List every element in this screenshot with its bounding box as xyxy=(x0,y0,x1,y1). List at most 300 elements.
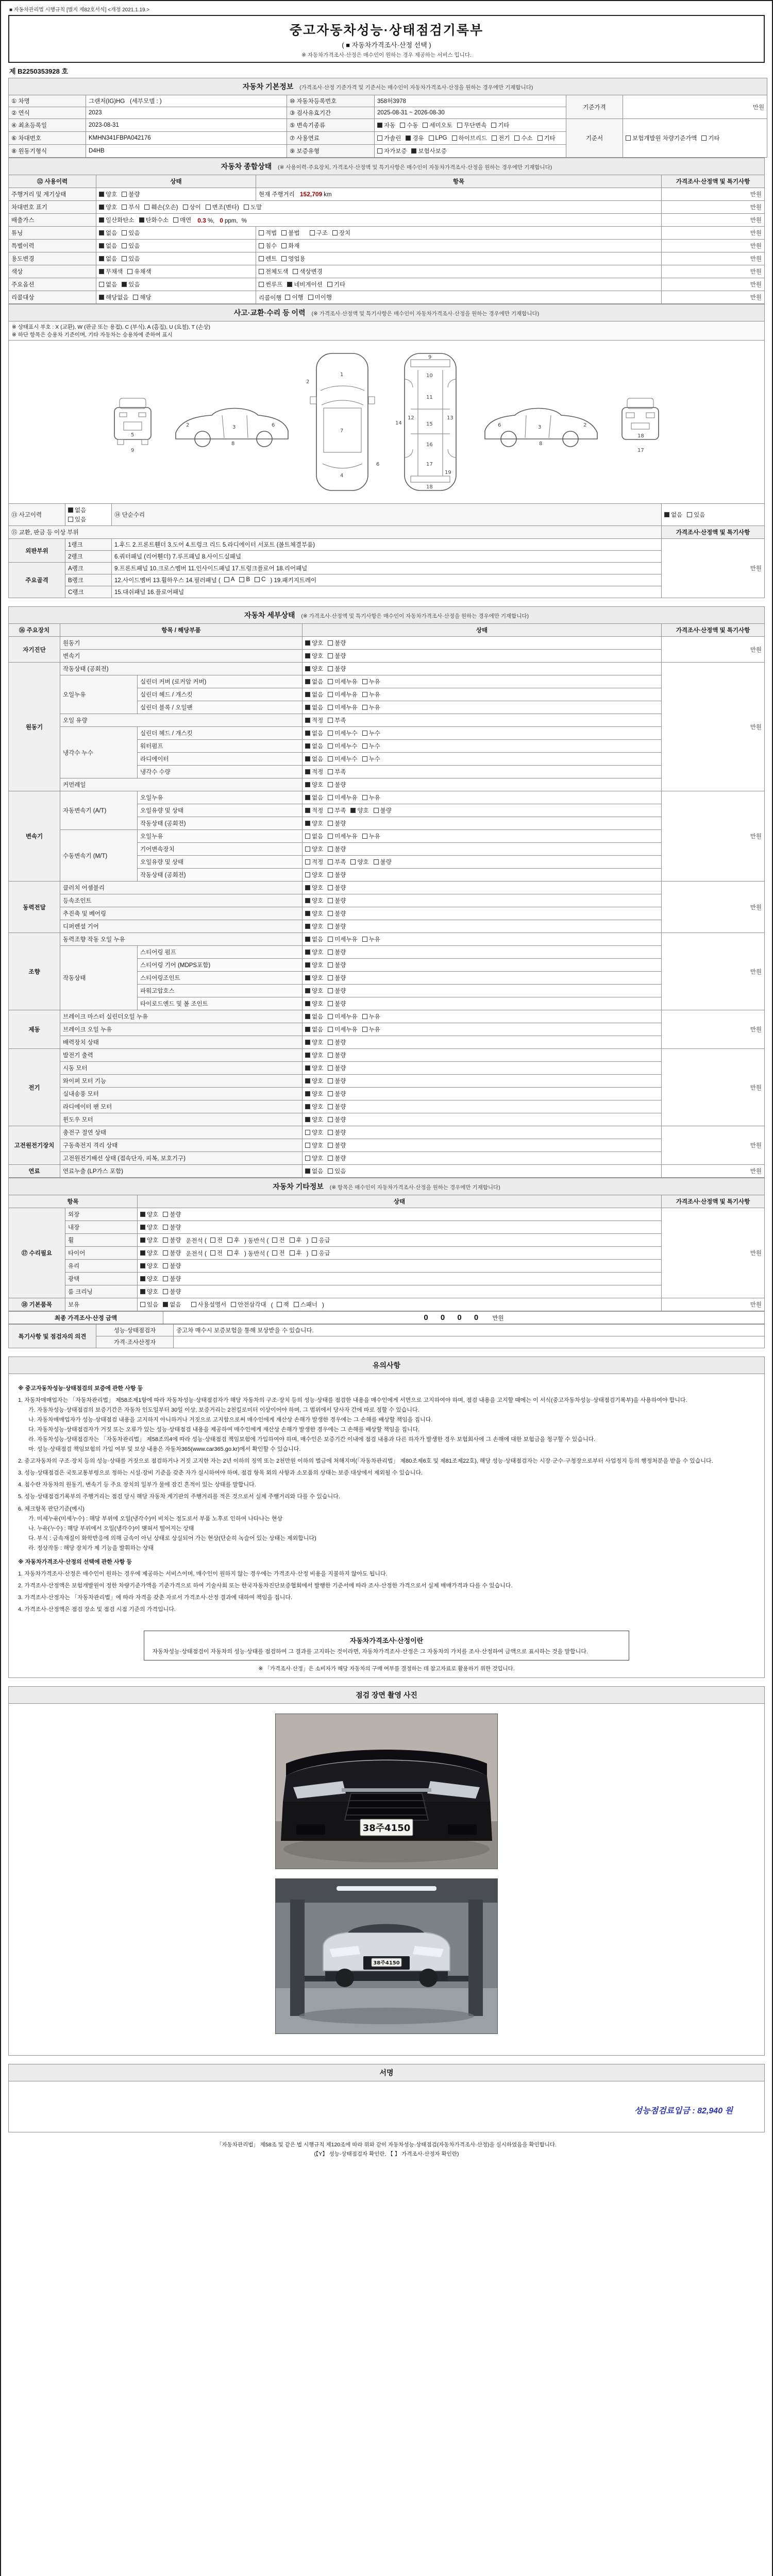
checkbox[interactable] xyxy=(362,935,380,943)
checkbox-label: 불량 xyxy=(334,1078,346,1084)
checkbox-checked[interactable] xyxy=(140,1236,158,1244)
checkbox-box-icon xyxy=(400,123,405,128)
checkbox[interactable] xyxy=(328,858,346,866)
checkbox[interactable] xyxy=(305,1128,323,1137)
checkbox[interactable] xyxy=(259,229,277,237)
transmission-label: ⑤ 변속기종류 xyxy=(287,119,375,132)
checkbox[interactable] xyxy=(259,280,282,289)
price-cell: 만원 xyxy=(661,539,764,598)
checkbox[interactable] xyxy=(362,1025,380,1033)
checkbox-label: 누유 xyxy=(368,692,380,698)
checkbox-checked[interactable] xyxy=(305,1038,323,1046)
checkbox-checked[interactable] xyxy=(305,729,323,737)
checkbox[interactable] xyxy=(328,896,346,905)
checkbox-checked[interactable] xyxy=(99,190,117,198)
checkbox[interactable] xyxy=(224,577,235,583)
section-title-detail: 자동차 세부상태 (※ 가격조사·산정액 및 특기사항은 매수인이 자동차가격조사·산정을 원하는 경우에만 기재합니다) xyxy=(9,607,765,624)
checkbox-checked[interactable] xyxy=(305,793,323,802)
table-row xyxy=(9,920,765,933)
checkbox-box-icon xyxy=(305,834,310,839)
checkbox-checked[interactable] xyxy=(140,1275,158,1283)
checkbox[interactable] xyxy=(328,1128,346,1137)
checkbox-box-icon xyxy=(312,1250,317,1256)
checkbox-checked[interactable] xyxy=(305,677,323,686)
checkbox[interactable] xyxy=(362,793,380,802)
label-cell: 워터펌프 xyxy=(138,740,303,753)
checkbox[interactable] xyxy=(328,974,346,982)
checkbox[interactable] xyxy=(328,742,357,750)
checkbox-checked[interactable] xyxy=(305,1115,323,1124)
checkbox[interactable] xyxy=(127,267,151,276)
checkbox-checked[interactable] xyxy=(305,781,323,789)
checkbox-box-icon xyxy=(328,911,333,916)
checkbox[interactable] xyxy=(210,1249,223,1257)
checkbox-box-icon xyxy=(429,135,434,141)
inline-text: ( xyxy=(271,1302,273,1309)
svg-text:9: 9 xyxy=(428,354,432,360)
checkbox-box-icon xyxy=(626,135,631,141)
checkbox-box-icon xyxy=(327,282,332,287)
checkbox-label: 장치 xyxy=(339,230,351,236)
checkbox[interactable] xyxy=(491,121,509,129)
checkbox-label: 누수 xyxy=(368,743,380,750)
checkbox-label: 양호 xyxy=(312,950,324,956)
checkbox-checked[interactable] xyxy=(305,806,323,815)
table-row xyxy=(9,278,765,291)
checkbox[interactable] xyxy=(163,1249,181,1257)
checkbox-label: 양호 xyxy=(312,666,324,672)
checkbox[interactable] xyxy=(457,121,486,129)
checkbox[interactable] xyxy=(332,229,350,237)
checkbox-checked[interactable] xyxy=(350,806,368,815)
checkbox-checked[interactable] xyxy=(140,1210,158,1218)
checkbox[interactable] xyxy=(687,511,705,519)
inline-text xyxy=(186,1302,187,1309)
checkbox-checked[interactable] xyxy=(68,506,86,514)
checkbox[interactable] xyxy=(305,871,323,879)
checkbox[interactable] xyxy=(492,134,510,142)
checkbox[interactable] xyxy=(133,293,151,301)
checkbox-box-icon xyxy=(183,205,188,210)
checkbox-label: 기타 xyxy=(708,135,720,142)
price-cell: 만원 xyxy=(661,227,764,240)
checkbox-box-icon xyxy=(305,1130,310,1135)
inline-text: 운전석 ( xyxy=(186,1238,207,1244)
checkbox-checked[interactable] xyxy=(140,1223,158,1231)
checkbox-checked[interactable] xyxy=(99,267,123,276)
checkbox[interactable] xyxy=(308,293,332,301)
checkbox[interactable] xyxy=(163,1210,181,1218)
checkbox[interactable] xyxy=(312,1236,330,1244)
checkbox[interactable] xyxy=(305,1141,323,1149)
checkbox[interactable] xyxy=(328,935,357,943)
checkbox[interactable] xyxy=(328,1115,346,1124)
inline-text: 현재 주행거리 xyxy=(259,192,295,198)
checkbox[interactable] xyxy=(259,255,277,263)
notes-paragraph: 마. 성능·상태점검 책임보험의 가입 여부 및 보상 내용은 자동차365(www.car365.go.kr)에서 확인할 수 있습니다. xyxy=(28,1446,301,1453)
checkbox[interactable] xyxy=(163,1262,181,1270)
label-cell: 파워고압호스 xyxy=(138,985,303,997)
checkbox-label: 기타 xyxy=(498,123,510,129)
checkbox[interactable] xyxy=(328,1064,346,1072)
checkbox[interactable] xyxy=(350,858,368,866)
checkbox[interactable] xyxy=(328,909,346,918)
checkbox-box-icon xyxy=(122,282,127,287)
checkbox-checked[interactable] xyxy=(664,511,682,519)
price-cell: 만원 xyxy=(662,882,765,933)
checkbox[interactable] xyxy=(537,134,556,142)
checkbox-checked[interactable] xyxy=(411,147,447,155)
checkbox[interactable] xyxy=(290,1236,302,1244)
checkbox[interactable] xyxy=(328,652,346,660)
checkbox[interactable] xyxy=(255,577,265,583)
checkbox-checked[interactable] xyxy=(305,999,323,1008)
checkbox-box-icon xyxy=(328,1014,333,1019)
checkbox[interactable] xyxy=(272,1249,284,1257)
checkbox[interactable] xyxy=(310,229,328,237)
checkbox[interactable] xyxy=(328,922,346,930)
price-option-label[interactable]: ( ■ 자동차가격조사·산정 선택 ) xyxy=(342,41,431,49)
checkbox[interactable] xyxy=(163,1236,181,1244)
checkbox-checked[interactable] xyxy=(305,755,323,763)
checkbox-checked[interactable] xyxy=(99,255,117,263)
checkbox[interactable] xyxy=(328,987,346,995)
checkbox-checked[interactable] xyxy=(305,896,323,905)
table-row xyxy=(9,240,765,252)
checkbox[interactable] xyxy=(122,229,140,237)
block-photos xyxy=(8,1686,765,2056)
checkbox-box-icon xyxy=(305,1091,310,1096)
checkbox[interactable] xyxy=(328,819,346,827)
checkbox-checked[interactable] xyxy=(140,1249,158,1257)
checkbox-checked[interactable] xyxy=(305,935,323,943)
checkbox-checked[interactable] xyxy=(287,280,323,289)
checkbox-checked[interactable] xyxy=(305,1064,323,1072)
checkbox-checked[interactable] xyxy=(305,690,323,699)
checkbox-checked[interactable] xyxy=(305,742,323,750)
table-row xyxy=(9,1088,765,1100)
checkbox[interactable] xyxy=(328,1051,346,1059)
state-cell xyxy=(303,688,662,701)
checkbox[interactable] xyxy=(285,293,303,301)
notes-paragraph: 1. 자동차가격조사·산정은 매수인이 원하는 경우에 제공하는 서비스이며, 매수인이 원하지 않는 경우에는 가격조사·산정 비용을 지불하지 않아도 됩니다. xyxy=(18,1570,388,1577)
checkbox-checked[interactable] xyxy=(406,134,424,142)
checkbox-label: 썬루프 xyxy=(265,282,283,288)
notes-paragraph: 라. 정상작동 : 해당 장치가 제 기능을 발휘하는 상태 xyxy=(28,1545,154,1551)
checkbox-label: 유채색 xyxy=(134,269,152,275)
checkbox-checked[interactable] xyxy=(305,1103,323,1111)
label-cell: 차대번호 표기 xyxy=(9,201,96,214)
signature-area[interactable] xyxy=(11,2083,762,2130)
checkbox[interactable] xyxy=(122,242,140,250)
checkbox-label: 후 xyxy=(233,1238,240,1244)
legal-footer-line2: (【Y】 성능·상태점검자 확인란, 【 】 가격조사·산정자 확인란) xyxy=(314,2151,459,2158)
checkbox[interactable] xyxy=(140,1300,158,1309)
checkbox-label: 이행 xyxy=(292,295,304,301)
checkbox[interactable] xyxy=(144,203,178,211)
checkbox-checked[interactable] xyxy=(305,884,323,892)
checkbox[interactable] xyxy=(328,1103,346,1111)
checkbox[interactable] xyxy=(272,1236,284,1244)
checkbox[interactable] xyxy=(281,255,305,263)
pricing-info-title: 자동차가격조사·산정이란 xyxy=(349,1636,424,1645)
checkbox-label: 양호 xyxy=(312,1156,324,1162)
checkbox[interactable] xyxy=(328,703,357,711)
checkbox[interactable] xyxy=(328,639,346,647)
checkbox[interactable] xyxy=(328,1038,346,1046)
checkbox-box-icon xyxy=(305,846,310,852)
checkbox-box-icon xyxy=(305,898,310,903)
checkbox-checked[interactable] xyxy=(99,216,135,224)
checkbox[interactable] xyxy=(362,742,380,750)
checkbox-label: 있음 xyxy=(694,512,705,518)
checkbox-box-icon xyxy=(328,1027,333,1032)
checkbox-checked[interactable] xyxy=(305,665,323,673)
checkbox-label: 불량 xyxy=(334,1104,346,1110)
checkbox-checked[interactable] xyxy=(305,1051,323,1059)
col-other-state: 상태 xyxy=(138,1195,662,1208)
checkbox[interactable] xyxy=(294,1300,317,1309)
inline-text: ) xyxy=(306,1238,309,1244)
checkbox[interactable] xyxy=(328,1012,357,1021)
checkbox[interactable] xyxy=(328,755,357,763)
checkbox-box-icon xyxy=(99,217,104,223)
checkbox[interactable] xyxy=(210,1236,223,1244)
table-row xyxy=(9,252,765,265)
checkbox[interactable] xyxy=(362,832,380,840)
checkbox-box-icon xyxy=(163,1225,168,1230)
section-title-comprehensive: 자동차 종합상태 (※ 사용이력·주요장치, 가격조사·산정액 및 특기사항은 매수인이 자동차가격조사·산정을 원하는 경우에만 기재합니다) xyxy=(9,158,765,175)
checkbox[interactable] xyxy=(239,577,250,583)
checkbox[interactable] xyxy=(231,1300,266,1309)
checkbox-checked[interactable] xyxy=(305,961,323,969)
checkbox-checked[interactable] xyxy=(305,909,323,918)
vin-value: KMHN341FBPA042176 xyxy=(86,132,287,145)
checkbox-checked[interactable] xyxy=(140,1262,158,1270)
checkbox[interactable] xyxy=(328,1141,346,1149)
checkbox-label: 없음 xyxy=(170,1302,181,1308)
checkbox[interactable] xyxy=(305,858,323,866)
checkbox[interactable] xyxy=(328,716,346,724)
checkbox[interactable] xyxy=(293,267,322,276)
checkbox[interactable] xyxy=(377,147,407,155)
checkbox[interactable] xyxy=(452,134,488,142)
checkbox[interactable] xyxy=(122,255,140,263)
checkbox[interactable] xyxy=(328,729,357,737)
price-option-line xyxy=(14,40,759,49)
checkbox[interactable] xyxy=(328,793,357,802)
checkbox[interactable] xyxy=(99,280,117,289)
checkbox[interactable] xyxy=(362,677,380,686)
checkbox-label: 없음 xyxy=(312,756,324,762)
checkbox[interactable] xyxy=(191,1300,227,1309)
label-cell: 오일누유 xyxy=(138,791,303,804)
checkbox-label: 부식 xyxy=(128,205,140,211)
checkbox-label: 불법 xyxy=(288,230,300,236)
checkbox[interactable] xyxy=(305,1154,323,1162)
checkbox[interactable] xyxy=(328,1025,357,1033)
checkbox[interactable] xyxy=(374,806,392,815)
checkbox-checked[interactable] xyxy=(377,121,395,129)
col-other-price: 가격조사·산정액 및 특기사항 xyxy=(661,1195,764,1208)
checkbox[interactable] xyxy=(328,768,346,776)
checkbox[interactable] xyxy=(328,781,346,789)
checkbox[interactable] xyxy=(423,121,452,129)
checkbox[interactable] xyxy=(328,845,346,853)
checkbox[interactable] xyxy=(377,134,401,142)
label-cell: 1.후드 2.프론트휀더 3.도어 4.트렁크 리드 5.라디에이터 서포트 (볼트체결부품) xyxy=(112,539,662,551)
checkbox-checked[interactable] xyxy=(305,1167,323,1175)
checkbox[interactable] xyxy=(173,216,191,224)
checkbox[interactable] xyxy=(281,229,299,237)
checkbox-label: 없음 xyxy=(312,731,324,737)
checkbox-box-icon xyxy=(328,1001,333,1006)
checkbox-checked[interactable] xyxy=(305,1012,323,1021)
checkbox[interactable] xyxy=(163,1223,181,1231)
checkbox[interactable] xyxy=(312,1249,330,1257)
checkbox-label: 양호 xyxy=(147,1276,159,1282)
checkbox[interactable] xyxy=(328,690,357,699)
checkbox-label: 영업용 xyxy=(288,256,306,262)
checkbox-checked[interactable] xyxy=(305,1025,323,1033)
checkbox-checked[interactable] xyxy=(305,1090,323,1098)
checkbox[interactable] xyxy=(362,690,380,699)
signature-cell[interactable] xyxy=(9,2081,765,2132)
checkbox[interactable] xyxy=(277,1300,289,1309)
checkbox-checked[interactable] xyxy=(305,768,323,776)
checkbox[interactable] xyxy=(362,1012,380,1021)
checkbox[interactable] xyxy=(328,1167,346,1175)
checkbox-checked[interactable] xyxy=(99,203,117,211)
state-cell xyxy=(303,1062,662,1075)
checkbox-checked[interactable] xyxy=(163,1300,181,1309)
table-row xyxy=(9,1152,765,1165)
checkbox[interactable] xyxy=(305,832,323,840)
checkbox-checked[interactable] xyxy=(305,1077,323,1085)
state-cell xyxy=(303,740,662,753)
checkbox-checked[interactable] xyxy=(305,819,323,827)
state-cell xyxy=(112,574,662,586)
checkbox[interactable] xyxy=(227,1249,240,1257)
checkbox[interactable] xyxy=(328,871,346,879)
checkbox[interactable] xyxy=(362,703,380,711)
checkbox[interactable] xyxy=(328,677,357,686)
checkbox-checked[interactable] xyxy=(305,639,323,647)
checkbox-checked[interactable] xyxy=(140,1287,158,1296)
checkbox-label: 있음 xyxy=(334,1168,346,1175)
checkbox[interactable] xyxy=(259,267,288,276)
state-cell xyxy=(256,265,662,278)
checkbox[interactable] xyxy=(328,832,357,840)
checkbox-checked[interactable] xyxy=(305,987,323,995)
checkbox[interactable] xyxy=(163,1287,181,1296)
checkbox-box-icon xyxy=(305,769,310,774)
checkbox[interactable] xyxy=(163,1275,181,1283)
checkbox[interactable] xyxy=(328,1077,346,1085)
checkbox[interactable] xyxy=(327,280,345,289)
checkbox-label: 없음 xyxy=(106,282,117,288)
checkbox[interactable] xyxy=(626,134,697,142)
checkbox[interactable] xyxy=(183,203,201,211)
checkbox[interactable] xyxy=(328,884,346,892)
label-cell: 발전기 출력 xyxy=(60,1049,303,1062)
checkbox[interactable] xyxy=(206,203,239,211)
checkbox-label: 불량 xyxy=(170,1250,181,1257)
checkbox[interactable] xyxy=(259,242,277,250)
checkbox-checked[interactable] xyxy=(139,216,169,224)
checkbox[interactable] xyxy=(244,203,262,211)
checkbox-box-icon xyxy=(99,205,104,210)
checkbox-label: 불량 xyxy=(334,1040,346,1046)
checkbox-label: 전 xyxy=(279,1250,285,1257)
checkbox[interactable] xyxy=(328,999,346,1008)
checkbox[interactable] xyxy=(328,806,346,815)
checkbox-label: 미세누유 xyxy=(334,1027,358,1033)
label-cell: 구동축전지 격리 상태 xyxy=(60,1139,303,1152)
label-cell: B랭크 xyxy=(65,574,112,586)
checkbox[interactable] xyxy=(328,1090,346,1098)
checkbox-label: 양호 xyxy=(312,924,324,930)
checkbox[interactable] xyxy=(328,1154,346,1162)
checkbox[interactable] xyxy=(514,134,532,142)
checkbox-box-icon xyxy=(328,731,333,736)
car-top-diagram xyxy=(305,347,380,497)
checkbox-checked[interactable] xyxy=(305,922,323,930)
checkbox-checked[interactable] xyxy=(305,703,323,711)
checkbox[interactable] xyxy=(374,858,392,866)
checkbox[interactable] xyxy=(305,845,323,853)
checkbox[interactable] xyxy=(429,135,447,141)
checkbox-checked[interactable] xyxy=(305,652,323,660)
checkbox-checked[interactable] xyxy=(305,974,323,982)
notes-paragraph: 5. 성능·상태점검기록부의 주행거리는 점검 당시 해당 자동차 계기판의 주행거리를 적은 것으로서 실제 주행거리와 다를 수 있습니다. xyxy=(18,1494,340,1500)
checkbox[interactable] xyxy=(362,755,380,763)
price-cell: 만원 xyxy=(662,1126,765,1165)
label-cell: 튜닝 xyxy=(9,227,96,240)
checkbox[interactable] xyxy=(122,203,140,211)
checkbox-box-icon xyxy=(332,230,338,235)
svg-text:16: 16 xyxy=(426,442,433,448)
checkbox[interactable] xyxy=(328,961,346,969)
checkbox-checked[interactable] xyxy=(99,229,117,237)
accident-history-checks xyxy=(65,504,112,526)
checkbox-checked[interactable] xyxy=(305,716,323,724)
checkbox[interactable] xyxy=(328,665,346,673)
inline-text: 운전석 ( xyxy=(186,1251,207,1257)
checkbox-box-icon xyxy=(328,782,333,787)
state-code-legend: ※ 상태표시 부호 : X (교환), W (판금 또는 용접), C (부식), A (흠집), U (요철), T (손상) ※ 하단 항목은 승용차 기준이며, 기타 자동차는 승용차에 준하여 표시 xyxy=(9,321,765,341)
checkbox-checked[interactable] xyxy=(305,948,323,956)
checkbox-label: 없음 xyxy=(312,1014,324,1020)
section-title-basic: 자동차 기본정보 (가격조사·산정 기준가격 및 기준서는 매수인이 자동차가격조사·산정을 원하는 경우에만 기재합니다) xyxy=(9,78,767,95)
checkbox-checked[interactable] xyxy=(99,293,128,301)
checkbox-checked[interactable] xyxy=(99,242,117,250)
checkbox[interactable] xyxy=(290,1249,302,1257)
checkbox[interactable] xyxy=(227,1236,240,1244)
checkbox-checked[interactable] xyxy=(122,280,140,289)
checkbox[interactable] xyxy=(701,134,719,142)
checkbox[interactable] xyxy=(362,729,380,737)
checkbox[interactable] xyxy=(328,948,346,956)
checkbox-label: 부족 xyxy=(334,769,346,775)
checkbox[interactable] xyxy=(68,515,86,523)
label-cell: 고전원전기배선 상태 (접속단자, 피복, 보호기구) xyxy=(60,1152,303,1165)
car-name-label: ① 차명 xyxy=(9,95,86,107)
section-note-basic: (가격조사·산정 기준가격 및 기준서는 매수인이 자동차가격조사·산정을 원하는 경우에만 기재합니다) xyxy=(299,84,533,91)
checkbox[interactable] xyxy=(281,242,299,250)
checkbox[interactable] xyxy=(122,190,140,198)
checkbox[interactable] xyxy=(400,121,418,129)
